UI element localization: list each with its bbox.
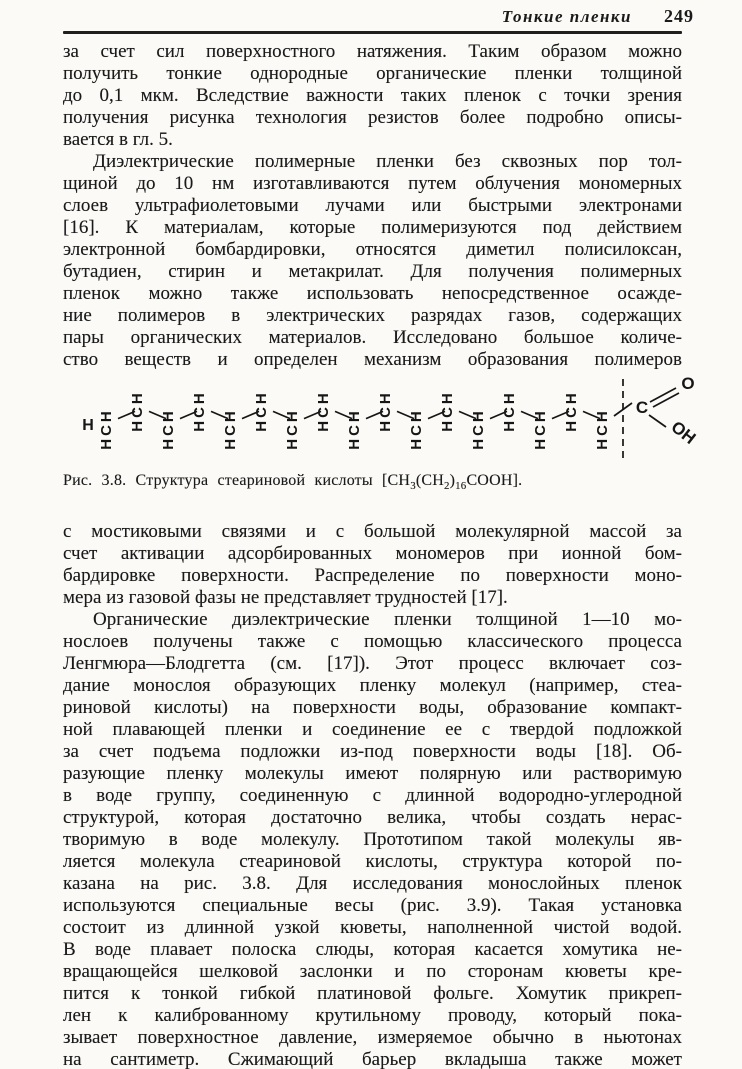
text-line: бутадиен, стирин и метакрилат. Для получения полимерных: [63, 261, 682, 282]
text-line: пленок можно также использовать непосредственное осажде-: [63, 283, 682, 304]
text-line: получить тонкие однородные органические пленки толщиной: [63, 63, 682, 84]
caption-part: ): [449, 472, 456, 489]
caption-part: (CH: [415, 472, 444, 489]
chain-unit-label: HCH: [346, 408, 363, 450]
text-line: Ленгмюра—Блодгетта (см. [17]). Этот процесс включает соз-: [63, 653, 682, 675]
caption-part: 16: [455, 480, 467, 493]
running-title: Тонкие пленки: [501, 7, 632, 26]
chain-unit-label: HCH: [129, 390, 146, 432]
chain-unit-label: HCH: [408, 408, 425, 450]
chain-unit-label: HCH: [284, 408, 301, 450]
oxygen-label: O: [681, 375, 695, 393]
figure-stearic-acid: [78, 375, 700, 463]
text-line: пится к тонкой гибкой платиновой фольге. Хомутик прикреп-: [63, 983, 682, 1005]
chain-unit-label: HCH: [253, 390, 270, 432]
text-line: слоев ультрафиолетовыми лучами или быстрыми электронами: [63, 195, 682, 216]
text-line: казана на рис. 3.8. Для исследования монослойных пленок: [63, 873, 682, 895]
hydroxyl-bond: [649, 415, 666, 427]
caption-part: 3: [410, 480, 416, 493]
text-line: Диэлектрические полимерные пленки без сквозных пор тол-: [93, 151, 682, 172]
text-line: дание монослоя образующих пленку молекул (например, стеа-: [63, 675, 682, 697]
text-line: бардировке поверхности. Распределение по поверхности моно-: [63, 565, 682, 587]
text-line: вается в гл. 5.: [63, 129, 173, 150]
paragraph: [63, 609, 682, 1069]
text-line: за счет подъема подложки из-под поверхности воды [18]. Об-: [63, 741, 682, 763]
text-line: [16]. К материалам, которые полимеризуются под действием: [63, 217, 682, 238]
text-line: лен к калиброванному крутильному проводу, который пока-: [63, 1005, 682, 1027]
text-line: мера из газовой фазы не представляет трудностей [17].: [63, 587, 508, 609]
carboxyl-carbon-label: C: [635, 398, 649, 417]
text-line: риновой кислоты) на поверхности воды, образование компакт-: [63, 697, 682, 719]
text-line: зывает поверхностное давление, измеряемое обычно в ньютонах: [63, 1027, 682, 1049]
text-line: структурой, которая достаточно велика, чтобы создать нерас-: [63, 807, 682, 829]
header-rule: [63, 31, 682, 34]
text-line: творимую в воде молекулу. Прототипом такой молекулы яв-: [63, 829, 682, 851]
text-line: за счет сил поверхностного натяжения. Таким образом можно: [63, 41, 682, 62]
caption-part: Рис. 3.8. Структура стеариновой кислоты [CH: [63, 472, 411, 489]
chain-unit-label: HCH: [377, 390, 394, 432]
text-line: состоит из длинной узкой кюветы, наполненной чистой водой.: [63, 917, 682, 939]
text-line: вращающейся шелковой заслонки и по сторонам кюветы кре-: [63, 961, 682, 983]
chain-unit-label: HCH: [501, 390, 518, 432]
text-line: разующие пленку молекулы имеют полярную или растворимую: [63, 763, 682, 785]
chain-unit-label: HCH: [594, 408, 611, 450]
chain-unit-label: HCH: [222, 408, 239, 450]
text-line: пары органических материалов. Исследовано большое количе-: [63, 327, 682, 348]
text-line: в воде группу, соединенную с длинной водородно-углеродной: [63, 785, 682, 807]
running-head: [63, 0, 694, 31]
hydroxyl-label: OH: [667, 417, 700, 449]
caption-part: COOH].: [466, 472, 523, 489]
text-line: ной плавающей пленки и соединение ее с твердой подложкой: [63, 719, 682, 741]
paragraph: [63, 41, 682, 151]
chain-unit-label: HCH: [532, 408, 549, 450]
text-line: счет активации адсорбированных мономеров при ионной бом-: [63, 543, 682, 565]
text-line: электронной бомбардировки, относятся диметил полисилоксан,: [63, 239, 682, 260]
start-hydrogen-label: H: [82, 417, 94, 434]
body-text-bottom: [63, 521, 682, 1069]
double-bond-line: [653, 393, 679, 407]
double-bond-line: [650, 388, 676, 402]
figure-caption: [63, 471, 682, 496]
text-line: В воде плавает полоска слюды, которая касается хомутика не-: [63, 939, 682, 961]
text-line: ние полимеров в электрических разрядах газов, содержащих: [63, 305, 682, 326]
body-text-top: [63, 41, 682, 371]
text-line: на сантиметр. Сжимающий барьер вкладыша также может: [63, 1049, 682, 1069]
text-line: с мостиковыми связями и с большой молекулярной массой за: [63, 521, 682, 543]
chain-unit-label: HCH: [191, 390, 208, 432]
text-line: щиной до 10 нм изготавливаются путем облучения мономерных: [63, 173, 682, 194]
chain-unit-label: HCH: [470, 408, 487, 450]
page-number: 249: [664, 6, 694, 26]
chain-unit-label: HCH: [315, 390, 332, 432]
stearic-acid-structure: [78, 375, 726, 463]
chain-unit-label: HCH: [98, 408, 115, 450]
chain-unit-label: HCH: [160, 408, 177, 450]
chain-unit-label: HCH: [439, 390, 456, 432]
text-line: Органические диэлектрические пленки толщиной 1—10 мо-: [93, 609, 682, 631]
chain-unit-label: HCH: [563, 390, 580, 432]
paragraph: [63, 151, 682, 371]
text-line: нослоев получены также с помощью классического процесса: [63, 631, 682, 653]
text-line: используются специальные весы (рис. 3.9). Такая установка: [63, 895, 682, 917]
caption-part: 2: [443, 480, 450, 493]
text-line: ляется молекула стеариновой кислоты, структура которой по-: [63, 851, 682, 873]
text-line: до 0,1 мкм. Вследствие важности таких пленок с точки зрения: [63, 85, 682, 106]
page-content: [63, 0, 700, 1069]
text-line: получения рисунка технология резистов более подробно описы-: [63, 107, 682, 128]
paragraph: [63, 521, 682, 609]
text-line: ство веществ и определен механизм образования полимеров: [63, 349, 682, 370]
